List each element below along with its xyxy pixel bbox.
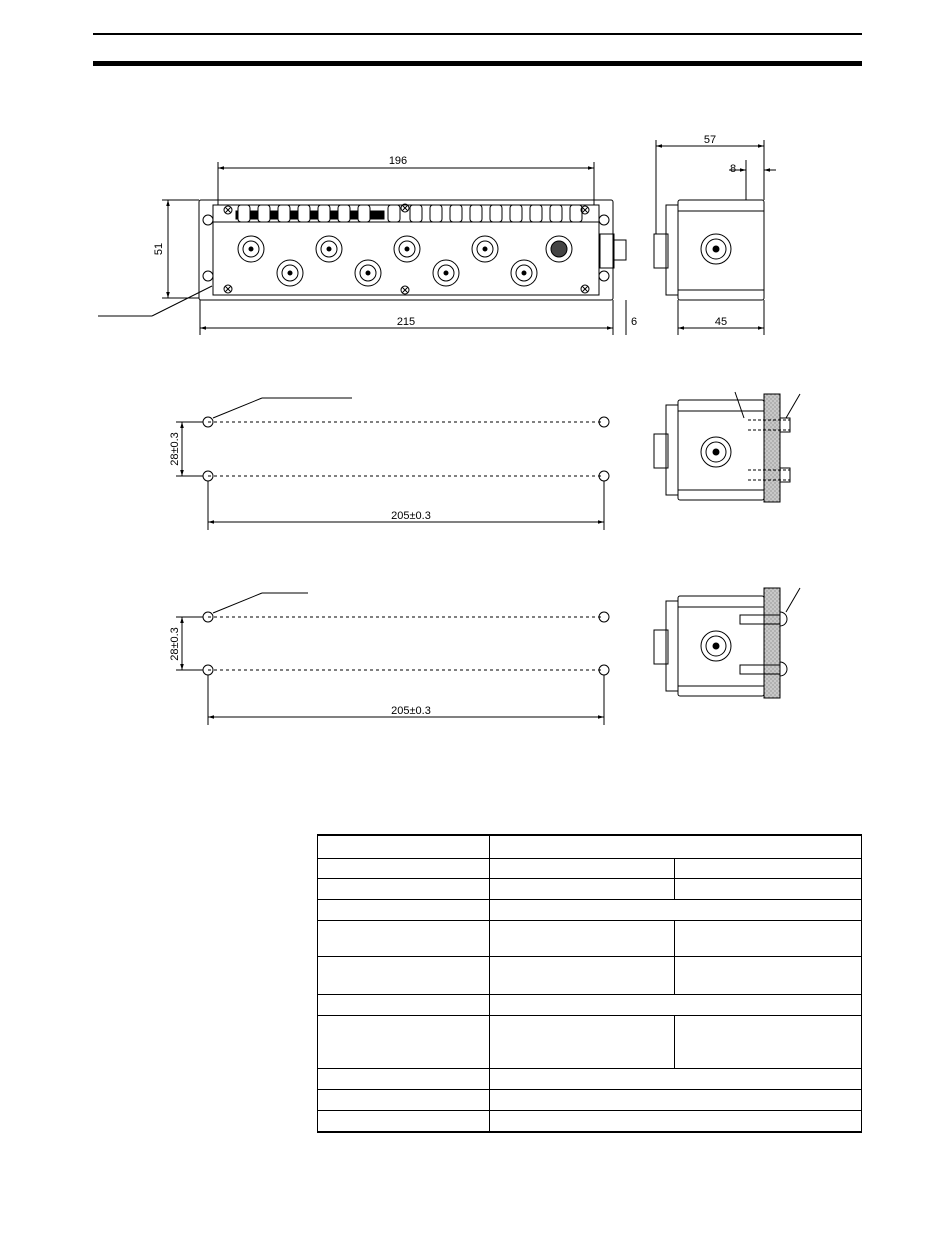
table-row bbox=[318, 994, 862, 1015]
table-row bbox=[318, 1089, 862, 1110]
table-cell bbox=[318, 858, 490, 878]
table-cell bbox=[318, 1015, 490, 1068]
dim-51: 51 bbox=[153, 242, 165, 256]
table-cell bbox=[490, 878, 675, 899]
side-mount-view-2 bbox=[654, 588, 800, 698]
spec-table bbox=[317, 834, 862, 1133]
table-cell bbox=[318, 994, 490, 1015]
table-row bbox=[318, 858, 862, 878]
table-cell bbox=[490, 1068, 862, 1089]
table-cell bbox=[490, 1089, 862, 1110]
mount-hole bbox=[203, 271, 213, 281]
table-cell bbox=[490, 835, 862, 858]
table-row bbox=[318, 920, 862, 956]
mount-hole bbox=[599, 215, 609, 225]
table-cell bbox=[318, 835, 490, 858]
table-cell bbox=[318, 956, 490, 994]
side-mount-view-1 bbox=[654, 392, 800, 502]
table-cell bbox=[675, 858, 862, 878]
io-connector-icon bbox=[238, 236, 572, 286]
table-cell bbox=[675, 878, 862, 899]
side-view bbox=[654, 140, 776, 335]
table-cell bbox=[318, 920, 490, 956]
table-row bbox=[318, 956, 862, 994]
dim-196: 196 bbox=[388, 155, 408, 167]
table-row bbox=[318, 835, 862, 858]
table-cell bbox=[675, 956, 862, 994]
dim-28-2: 28±0.3 bbox=[169, 627, 181, 661]
dim-215: 215 bbox=[396, 316, 416, 328]
table-cell bbox=[318, 1110, 490, 1132]
table-cell bbox=[490, 899, 862, 920]
table-cell bbox=[490, 920, 675, 956]
mount-hole bbox=[203, 215, 213, 225]
table-cell bbox=[490, 1015, 675, 1068]
table-cell bbox=[318, 899, 490, 920]
table-row bbox=[318, 1015, 862, 1068]
dim-45: 45 bbox=[714, 316, 728, 328]
table-cell bbox=[490, 994, 862, 1015]
table-row bbox=[318, 899, 862, 920]
table-cell bbox=[490, 858, 675, 878]
dim-205-1: 205±0.3 bbox=[391, 510, 431, 522]
table-cell bbox=[675, 920, 862, 956]
table-cell bbox=[490, 956, 675, 994]
dim-8: 8 bbox=[729, 163, 737, 175]
led-strip bbox=[238, 205, 582, 222]
side-connector bbox=[600, 234, 614, 268]
table-cell bbox=[490, 1110, 862, 1132]
table-row bbox=[318, 1110, 862, 1132]
table-cell bbox=[318, 1089, 490, 1110]
front-view bbox=[98, 162, 626, 335]
table-cell bbox=[318, 878, 490, 899]
dim-57: 57 bbox=[703, 134, 717, 146]
table-row bbox=[318, 878, 862, 899]
dim-28-1: 28±0.3 bbox=[169, 432, 181, 466]
table-row bbox=[318, 1068, 862, 1089]
dim-205-2: 205±0.3 bbox=[391, 705, 431, 717]
dim-6: 6 bbox=[630, 316, 638, 328]
table-cell bbox=[318, 1068, 490, 1089]
mount-hole bbox=[599, 271, 609, 281]
table-cell bbox=[675, 1015, 862, 1068]
